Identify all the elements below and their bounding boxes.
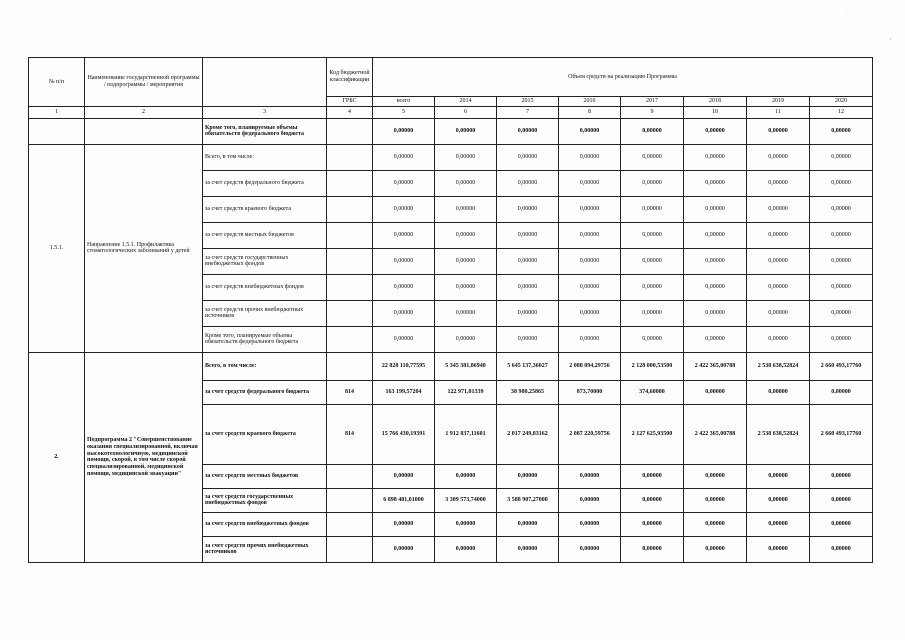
- amount-cell: 0,00000: [747, 196, 810, 222]
- amount-cell: 0,00000: [810, 144, 873, 170]
- grbs-code: [327, 488, 373, 512]
- amount-cell: 0,00000: [810, 464, 873, 488]
- amount-cell: 0,00000: [684, 512, 747, 536]
- amount-cell: 0,00000: [373, 222, 435, 248]
- amount-cell: 0,00000: [559, 464, 621, 488]
- amount-cell: 0,00000: [684, 274, 747, 300]
- amount-cell: 0,00000: [373, 248, 435, 274]
- grbs-code: [327, 326, 373, 352]
- amount-cell: 0,00000: [497, 248, 559, 274]
- grbs-code: [327, 300, 373, 326]
- amount-cell: 2 538 638,52824: [747, 352, 810, 380]
- funding-source: Всего, в том числе:: [203, 144, 327, 170]
- amount-cell: 0,00000: [747, 464, 810, 488]
- funding-source: за счет средств федерального бюджета: [203, 170, 327, 196]
- col-number: 10: [684, 106, 747, 118]
- row-number: 2.: [29, 352, 85, 562]
- funding-source: за счет средств местных бюджетов: [203, 222, 327, 248]
- amount-cell: 0,00000: [810, 380, 873, 404]
- amount-cell: 0,00000: [684, 488, 747, 512]
- header-year-2014: 2014: [435, 97, 497, 107]
- amount-cell: 0,00000: [810, 222, 873, 248]
- amount-cell: 38 980,25865: [497, 380, 559, 404]
- amount-cell: 0,00000: [559, 248, 621, 274]
- funding-source: Кроме того, планируемые объемы обязательств федерального бюджета: [203, 326, 327, 352]
- amount-cell: 0,00000: [373, 536, 435, 562]
- amount-cell: 2 538 638,52824: [747, 404, 810, 464]
- col-number: 6: [435, 106, 497, 118]
- amount-cell: 0,00000: [810, 248, 873, 274]
- amount-cell: 6 898 481,01000: [373, 488, 435, 512]
- col-number: 12: [810, 106, 873, 118]
- funding-source: за счет средств местных бюджетов: [203, 464, 327, 488]
- funding-source: за счет средств внебюджетных фондов: [203, 512, 327, 536]
- amount-cell: 0,00000: [621, 300, 684, 326]
- grbs-code: [327, 352, 373, 380]
- amount-cell: 0,00000: [435, 144, 497, 170]
- program-name: Подпрограмма 2 "Совершенствование оказания специализированной, включая высокотехнологичную, медицинской помощи, скорой, в том числе скорой специализированной, медицинской помощи, медицинской эвакуации": [85, 352, 203, 562]
- grbs-code: [327, 196, 373, 222]
- col-number: 5: [373, 106, 435, 118]
- funding-source: за счет средств федерального бюджета: [203, 380, 327, 404]
- grbs-code: [327, 118, 373, 144]
- amount-cell: 0,00000: [684, 248, 747, 274]
- amount-cell: 0,00000: [373, 300, 435, 326]
- funding-source: за счет средств прочих внебюджетных источников: [203, 536, 327, 562]
- header-year-2018: 2018: [684, 97, 747, 107]
- amount-cell: 0,00000: [810, 274, 873, 300]
- amount-cell: 0,00000: [621, 274, 684, 300]
- amount-cell: 0,00000: [373, 196, 435, 222]
- amount-cell: 0,00000: [747, 380, 810, 404]
- amount-cell: 0,00000: [497, 222, 559, 248]
- col-number: 1: [29, 106, 85, 118]
- amount-cell: 2 660 493,17760: [810, 404, 873, 464]
- grbs-code: [327, 274, 373, 300]
- amount-cell: 0,00000: [435, 536, 497, 562]
- funding-source: за счет средств государственных внебюджетных фондов: [203, 488, 327, 512]
- col-number: 8: [559, 106, 621, 118]
- amount-cell: 0,00000: [373, 170, 435, 196]
- amount-cell: 0,00000: [559, 222, 621, 248]
- amount-cell: 0,00000: [747, 248, 810, 274]
- amount-cell: 0,00000: [684, 144, 747, 170]
- amount-cell: 0,00000: [684, 536, 747, 562]
- amount-cell: 873,70000: [559, 380, 621, 404]
- amount-cell: 0,00000: [559, 512, 621, 536]
- header-blank: [203, 58, 327, 107]
- amount-cell: 0,00000: [559, 170, 621, 196]
- amount-cell: 22 828 110,77595: [373, 352, 435, 380]
- amount-cell: 0,00000: [747, 512, 810, 536]
- amount-cell: 0,00000: [497, 464, 559, 488]
- amount-cell: 0,00000: [747, 300, 810, 326]
- amount-cell: 0,00000: [373, 326, 435, 352]
- amount-cell: 3 309 573,74000: [435, 488, 497, 512]
- header-year-2020: 2020: [810, 97, 873, 107]
- amount-cell: 0,00000: [684, 326, 747, 352]
- amount-cell: 0,00000: [810, 326, 873, 352]
- amount-cell: 0,00000: [810, 196, 873, 222]
- amount-cell: 2 422 365,00788: [684, 352, 747, 380]
- amount-cell: 0,00000: [559, 326, 621, 352]
- funding-source: за счет средств краевого бюджета: [203, 196, 327, 222]
- amount-cell: 0,00000: [559, 488, 621, 512]
- grbs-code: [327, 144, 373, 170]
- table-row: [29, 352, 873, 380]
- col-number: 9: [621, 106, 684, 118]
- amount-cell: 0,00000: [810, 536, 873, 562]
- amount-cell: 0,00000: [559, 300, 621, 326]
- amount-cell: 15 766 430,19391: [373, 404, 435, 464]
- grbs-code: 814: [327, 404, 373, 464]
- page-mark-comma: ,: [890, 36, 892, 41]
- amount-cell: 2 127 625,93500: [621, 404, 684, 464]
- amount-cell: 0,00000: [747, 170, 810, 196]
- funding-source: Кроме того, планируемые объемы обязательств федерального бюджета: [203, 118, 327, 144]
- amount-cell: 0,00000: [684, 118, 747, 144]
- page-mark-dot: ·: [846, 8, 848, 13]
- amount-cell: 0,00000: [497, 170, 559, 196]
- grbs-code: [327, 248, 373, 274]
- amount-cell: 0,00000: [497, 512, 559, 536]
- program-name: Направление 1.5.1. Профилактика стоматологических заболеваний у детей: [85, 144, 203, 352]
- amount-cell: 2 660 493,17760: [810, 352, 873, 380]
- header-year-2019: 2019: [747, 97, 810, 107]
- col-number: 7: [497, 106, 559, 118]
- amount-cell: 0,00000: [435, 170, 497, 196]
- column-number-row: [29, 106, 873, 118]
- col-number: 2: [85, 106, 203, 118]
- amount-cell: 0,00000: [810, 118, 873, 144]
- amount-cell: 0,00000: [373, 274, 435, 300]
- amount-cell: 0,00000: [373, 144, 435, 170]
- amount-cell: 2 422 365,00788: [684, 404, 747, 464]
- amount-cell: 163 199,57204: [373, 380, 435, 404]
- header-number: № п/п: [29, 58, 85, 107]
- amount-cell: 0,00000: [373, 464, 435, 488]
- amount-cell: 0,00000: [435, 248, 497, 274]
- amount-cell: 3 588 907,27000: [497, 488, 559, 512]
- amount-cell: 0,00000: [684, 196, 747, 222]
- amount-cell: 2 128 000,53500: [621, 352, 684, 380]
- amount-cell: 1 912 837,11601: [435, 404, 497, 464]
- amount-cell: 0,00000: [684, 380, 747, 404]
- amount-cell: 0,00000: [497, 118, 559, 144]
- amount-cell: 0,00000: [684, 464, 747, 488]
- row-number: 1.5.1.: [29, 144, 85, 352]
- funding-source: Всего, в том числе:: [203, 352, 327, 380]
- amount-cell: 0,00000: [747, 488, 810, 512]
- program-name: [85, 118, 203, 144]
- amount-cell: 122 971,01339: [435, 380, 497, 404]
- amount-cell: 0,00000: [559, 274, 621, 300]
- amount-cell: 0,00000: [435, 464, 497, 488]
- amount-cell: 0,00000: [621, 536, 684, 562]
- header-name: Наименование государственной программы / подпрограммы / мероприятия: [85, 58, 203, 107]
- header-row-1: [29, 58, 873, 97]
- amount-cell: 0,00000: [497, 196, 559, 222]
- amount-cell: 0,00000: [497, 536, 559, 562]
- table-row: [29, 144, 873, 170]
- amount-cell: 0,00000: [621, 248, 684, 274]
- budget-table: [28, 57, 873, 563]
- amount-cell: 0,00000: [621, 464, 684, 488]
- amount-cell: 0,00000: [621, 196, 684, 222]
- amount-cell: 2 017 249,83162: [497, 404, 559, 464]
- amount-cell: 0,00000: [497, 300, 559, 326]
- funding-source: за счет средств краевого бюджета: [203, 404, 327, 464]
- amount-cell: 0,00000: [435, 222, 497, 248]
- amount-cell: 0,00000: [621, 144, 684, 170]
- amount-cell: 0,00000: [621, 118, 684, 144]
- header-grbs: ГРБС: [327, 97, 373, 107]
- amount-cell: 0,00000: [497, 326, 559, 352]
- amount-cell: 5 645 137,36027: [497, 352, 559, 380]
- amount-cell: 0,00000: [435, 118, 497, 144]
- amount-cell: 0,00000: [435, 300, 497, 326]
- grbs-code: [327, 512, 373, 536]
- amount-cell: 2 080 094,29756: [559, 352, 621, 380]
- amount-cell: 0,00000: [497, 144, 559, 170]
- grbs-code: [327, 464, 373, 488]
- amount-cell: 0,00000: [559, 118, 621, 144]
- amount-cell: 0,00000: [684, 300, 747, 326]
- amount-cell: 0,00000: [621, 512, 684, 536]
- header-year-2015: 2015: [497, 97, 559, 107]
- amount-cell: 0,00000: [435, 196, 497, 222]
- amount-cell: 0,00000: [621, 222, 684, 248]
- amount-cell: 0,00000: [559, 144, 621, 170]
- amount-cell: 2 087 220,59756: [559, 404, 621, 464]
- amount-cell: 0,00000: [747, 222, 810, 248]
- amount-cell: 0,00000: [559, 536, 621, 562]
- amount-cell: 0,00000: [747, 118, 810, 144]
- table-body: [29, 118, 873, 562]
- col-number: 4: [327, 106, 373, 118]
- header-year-2016: 2016: [559, 97, 621, 107]
- amount-cell: 0,00000: [621, 488, 684, 512]
- amount-cell: 0,00000: [810, 512, 873, 536]
- header-code: Код бюджетной классификации: [327, 58, 373, 97]
- amount-cell: 374,60000: [621, 380, 684, 404]
- table-row: [29, 118, 873, 144]
- amount-cell: 0,00000: [810, 300, 873, 326]
- amount-cell: 0,00000: [747, 274, 810, 300]
- amount-cell: 0,00000: [621, 170, 684, 196]
- funding-source: за счет средств государственных внебюджетных фондов: [203, 248, 327, 274]
- grbs-code: [327, 536, 373, 562]
- amount-cell: 0,00000: [373, 512, 435, 536]
- header-year-2017: 2017: [621, 97, 684, 107]
- funding-source: за счет средств внебюджетных фондов: [203, 274, 327, 300]
- amount-cell: 0,00000: [435, 326, 497, 352]
- amount-cell: 0,00000: [747, 536, 810, 562]
- amount-cell: 0,00000: [497, 274, 559, 300]
- amount-cell: 5 345 381,86940: [435, 352, 497, 380]
- amount-cell: 0,00000: [621, 326, 684, 352]
- col-number: 11: [747, 106, 810, 118]
- amount-cell: 0,00000: [810, 488, 873, 512]
- grbs-code: [327, 222, 373, 248]
- grbs-code: 814: [327, 380, 373, 404]
- amount-cell: 0,00000: [747, 144, 810, 170]
- amount-cell: 0,00000: [435, 512, 497, 536]
- grbs-code: [327, 170, 373, 196]
- amount-cell: 0,00000: [559, 196, 621, 222]
- amount-cell: 0,00000: [684, 170, 747, 196]
- col-number: 3: [203, 106, 327, 118]
- amount-cell: 0,00000: [435, 274, 497, 300]
- funding-source: за счет средств прочих внебюджетных источников: [203, 300, 327, 326]
- row-number: [29, 118, 85, 144]
- header-year-total: всего: [373, 97, 435, 107]
- header-volume: Объем средств на реализацию Программы: [373, 58, 873, 97]
- amount-cell: 0,00000: [684, 222, 747, 248]
- amount-cell: 0,00000: [373, 118, 435, 144]
- amount-cell: 0,00000: [747, 326, 810, 352]
- amount-cell: 0,00000: [810, 170, 873, 196]
